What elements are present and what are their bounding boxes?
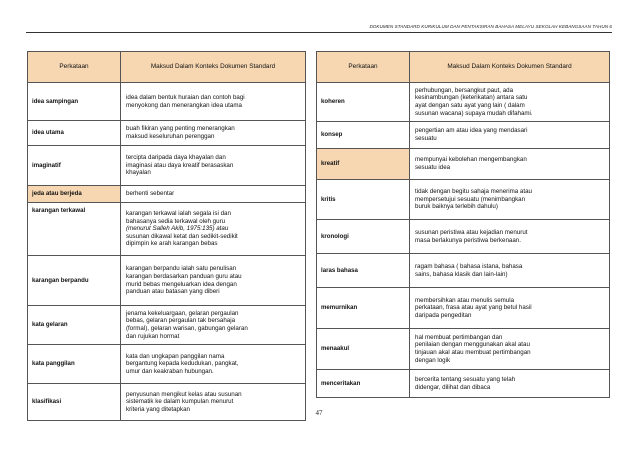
definition-cell — [410, 329, 610, 370]
table-header-row — [28, 52, 306, 83]
definition-line: idea dalam bentuk huraian dan contoh bagi — [126, 93, 245, 101]
term-cell: laras bahasa — [317, 254, 410, 288]
definition-line: menyokong dan menerangkan idea utama — [126, 101, 242, 109]
definition-cell — [121, 146, 306, 186]
definition-line: umur dan keakraban hubungan. — [126, 367, 214, 375]
definition-line: pengertian am atau idea yang mendasari — [415, 127, 528, 135]
term-cell: idea utama — [28, 121, 121, 146]
definition-line: buruk baiknya terlebih dahulu) — [415, 203, 498, 211]
definition-line: kriteria yang ditetapkan — [126, 405, 190, 413]
definition-cell — [410, 370, 610, 398]
definition-cell — [121, 121, 306, 146]
definition-line: imaginasi atau daya kreatif berasaskan — [126, 161, 234, 169]
term-cell: memurnikan — [317, 288, 410, 329]
definition-line: sesuatu — [415, 135, 437, 142]
term-cell: kronologi — [317, 220, 410, 254]
definition-line: susunan peristiwa atau kejadian menurut — [415, 228, 528, 236]
definition-cell — [410, 254, 610, 288]
definition-line: sistematik ke dalam kumpulan menurut — [126, 398, 234, 406]
table-row — [28, 146, 306, 186]
term-cell: kata panggilan — [28, 345, 121, 384]
table-row — [317, 288, 610, 329]
glossary-table-left — [27, 51, 306, 421]
definition-line: karangan terkawal ialah segala isi dan — [126, 210, 231, 218]
definition-line: mempersetujui sesuatu (menimbangkan — [415, 195, 526, 203]
definition-line: jenama kekeluargaan, gelaran pergaulan — [126, 309, 239, 317]
definition-cell — [121, 345, 306, 384]
definition-line: (menurut Salleh Akib, 1975:135) atau — [126, 225, 229, 233]
definition-cell — [121, 306, 306, 345]
definition-line: membersihkan atau menulis semula — [415, 296, 515, 304]
table-row — [317, 122, 610, 149]
column-header-meaning: Maksud Dalam Konteks Dokumen Standard — [410, 52, 610, 83]
definition-line: dipimpin ke arah karangan bebas — [126, 240, 218, 248]
definition-line: bebas, gelaran pergaulan tak bersahaja — [126, 317, 236, 325]
definition-cell — [410, 122, 610, 149]
glossary-table-right — [316, 51, 610, 398]
term-cell: imaginatif — [28, 146, 121, 186]
table-row — [28, 256, 306, 306]
definition-line: ragam bahasa ( bahasa istana, bahasa — [415, 262, 523, 270]
definition-line: karangan berdasarkan panduan guru atau — [126, 272, 242, 280]
term-cell: kata gelaran — [28, 306, 121, 345]
definition-line: karangan berpandu ialah satu penulisan — [126, 265, 237, 273]
definition-cell — [121, 186, 306, 203]
table-row — [28, 345, 306, 384]
definition-line: panduan atau batasan yang diberi — [126, 288, 220, 296]
definition-cell — [410, 180, 610, 220]
definition-cell — [410, 83, 610, 122]
definition-line: berhenti sebentar — [126, 190, 175, 198]
definition-line: didengar, dilihat dan dibaca — [415, 383, 491, 391]
definition-line: bercerita tentang sesuatu yang telah — [415, 375, 516, 383]
definition-line: tinjauan akal atau membuat pertimbangan — [415, 349, 531, 356]
table-row — [28, 121, 306, 146]
definition-cell — [121, 203, 306, 256]
term-cell: jeda atau berjeda — [28, 186, 121, 203]
definition-line: kesinambungan (keterikatan) antara satu — [415, 94, 528, 102]
definition-line: daripada pengeditan — [415, 311, 472, 319]
term-cell: menaakul — [317, 329, 410, 370]
definition-line: kata dan ungkapan panggilan nama — [126, 352, 225, 360]
term-cell: karangan berpandu — [28, 256, 121, 306]
table-row — [28, 186, 306, 203]
term-cell: kritis — [317, 180, 410, 220]
definition-cell — [410, 220, 610, 254]
table-row — [317, 329, 610, 370]
table-header-row — [317, 52, 610, 83]
definition-line: susunan wacana) supaya mudah difahami. — [415, 109, 533, 117]
table-row — [28, 203, 306, 256]
column-header-term: Perkataan — [28, 52, 121, 83]
definition-line: mempunyai kebolehan mengembangkan — [415, 156, 527, 164]
table-row — [317, 370, 610, 398]
definition-line: (formal), gelaran warisan, gabungan gelaran — [126, 325, 248, 332]
term-cell: karangan terkawal — [28, 203, 121, 256]
table-row — [317, 83, 610, 122]
term-cell: koheren — [317, 83, 410, 122]
definition-line: perhubungan, bersangkut paut, ada — [415, 86, 514, 94]
table-row — [317, 220, 610, 254]
definition-line: sains, bahasa klasik dan lain-lain) — [415, 270, 508, 278]
definition-line: dan rujukan hormat — [126, 332, 180, 340]
term-cell: menceritakan — [317, 370, 410, 398]
definition-line: buah fikiran yang penting menerangkan — [126, 125, 235, 133]
page-number: 47 — [315, 409, 323, 417]
definition-line: ayat dengan satu ayat yang lain ( dalam — [415, 102, 525, 109]
table-row — [317, 254, 610, 288]
definition-line: masa berlakunya peristiwa berkenaan. — [415, 236, 521, 244]
definition-line: tidak dengan begitu sahaja menerima atau — [415, 188, 532, 196]
definition-line: maksud keseluruhan perenggan — [126, 133, 215, 140]
definition-cell — [410, 149, 610, 180]
definition-line: perkataan, frasa atau ayat yang betul hasil — [415, 304, 532, 312]
definition-line: penilaian dengan menggunakan akal atau — [415, 341, 530, 349]
definition-line: hal membuat pertimbangan dan — [415, 333, 503, 341]
definition-line: sesuatu idea — [415, 164, 451, 171]
term-cell: kreatif — [317, 149, 410, 180]
definition-line: tercipta daripada daya khayalan dan — [126, 154, 226, 162]
header-rule — [26, 32, 612, 33]
table-row — [28, 83, 306, 121]
definition-line: bahasanya sedia terkawal oleh guru — [126, 217, 226, 225]
definition-cell — [410, 288, 610, 329]
term-cell: klasifikasi — [28, 384, 121, 421]
definition-line: khayalan — [126, 169, 151, 177]
definition-line: dengan logik — [415, 356, 451, 364]
column-header-meaning: Maksud Dalam Konteks Dokumen Standard — [121, 52, 306, 83]
definition-line: susunan dikawal ketat dan sedikit-sedikit — [126, 232, 238, 240]
term-cell: idea sampingan — [28, 83, 121, 121]
running-header: DOKUMEN STANDARD KURIKULUM DAN PENTAKSIRAN BAHASA MELAYU SEKOLAH KEBANGSAAN TAHUN 6 — [369, 24, 612, 29]
table-row — [317, 149, 610, 180]
definition-line: bergantung kepada kedudukan, pangkat, — [126, 360, 239, 368]
term-cell: konsep — [317, 122, 410, 149]
definition-line: penyusunan mengikut kelas atau susunan — [126, 390, 242, 398]
definition-cell — [121, 256, 306, 306]
definition-line: murid bebas mengeluarkan idea dengan — [126, 280, 237, 288]
table-row — [317, 180, 610, 220]
table-row — [28, 306, 306, 345]
column-header-term: Perkataan — [317, 52, 410, 83]
definition-cell — [121, 83, 306, 121]
